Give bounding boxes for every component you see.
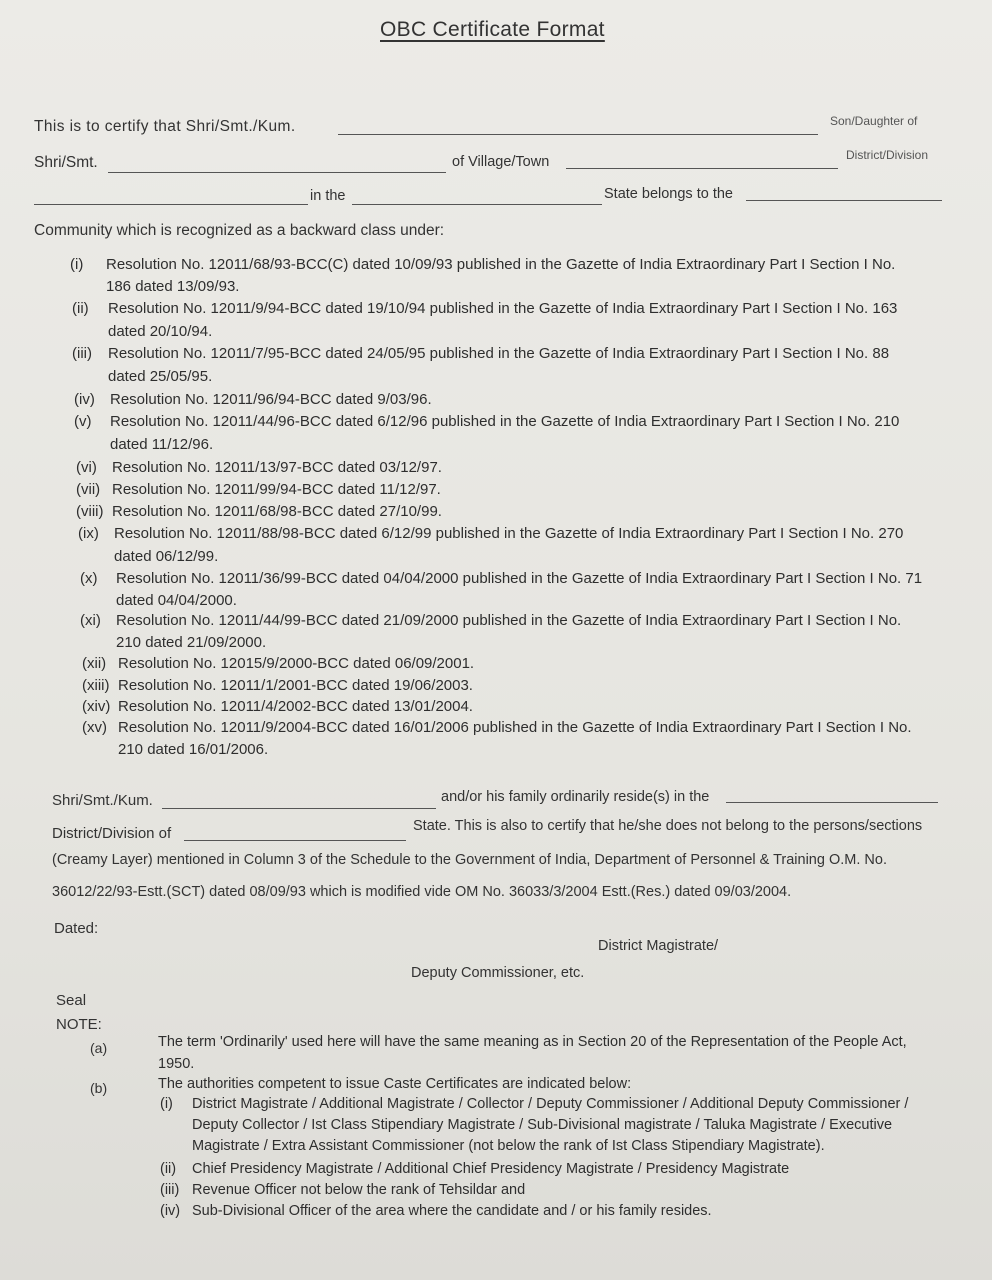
resolution-item [80, 568, 960, 590]
resolution-number: (xiv) [82, 698, 111, 715]
residence-l1-prefix: Shri/Smt./Kum. [52, 792, 153, 809]
resolution-continuation: 210 dated 21/09/2000. [116, 634, 267, 651]
community-blank[interactable] [746, 200, 942, 201]
resolution-continuation: 186 dated 13/09/93. [106, 278, 240, 295]
resolution-text: Resolution No. 12011/96/94-BCC dated 9/03/96. [110, 391, 432, 408]
resolution-item [78, 523, 958, 545]
seal-label: Seal [56, 992, 87, 1009]
authority-number: (i) [160, 1096, 173, 1112]
resolution-number: (xi) [80, 612, 101, 629]
resolution-item [82, 696, 962, 718]
resolution-number: (iii) [72, 345, 92, 362]
resolution-text: Resolution No. 12011/4/2002-BCC dated 13/01/2004. [118, 698, 473, 715]
resolution-text: Resolution No. 12011/9/2004-BCC dated 16/01/2006 published in the Gazette of India Extraordinary Part I Section I No. [118, 719, 912, 736]
resolution-item [74, 411, 954, 433]
resolution-text: Resolution No. 12011/36/99-BCC dated 04/04/2000 published in the Gazette of India Extraordinary Part I Section I No. 71 [116, 570, 923, 587]
resolution-number: (v) [74, 413, 92, 430]
resolution-text: Resolution No. 12011/44/96-BCC dated 6/12/96 published in the Gazette of India Extraordinary Part I Section I No. 210 [110, 413, 900, 430]
resolution-number: (vi) [76, 459, 97, 476]
resolution-text: Resolution No. 12011/88/98-BCC dated 6/12/99 published in the Gazette of India Extraordinary Part I Section I No. 270 [114, 525, 904, 542]
residence-l3: (Creamy Layer) mentioned in Column 3 of the Schedule to the Government of India, Department of Personnel & Training O.M. No. [52, 852, 887, 868]
resolution-text: Resolution No. 12011/9/94-BCC dated 19/10/94 published in the Gazette of India Extraordinary Part I Section I No. 163 [108, 300, 898, 317]
resolution-text: Resolution No. 12011/44/99-BCC dated 21/09/2000 published in the Gazette of India Extraordinary Part I Section I No. [116, 612, 902, 629]
certify-line2-suffix: District/Division [846, 148, 929, 162]
resolution-item [72, 298, 952, 320]
note-a-line2: 1950. [158, 1056, 195, 1072]
residence-l2-suffix: State. This is also to certify that he/she does not belong to the persons/sections [413, 818, 923, 834]
note-a-marker: (a) [90, 1040, 108, 1056]
resolution-text: Resolution No. 12011/68/98-BCC dated 27/10/99. [112, 503, 442, 520]
resolution-item [70, 254, 950, 276]
resolution-number: (x) [80, 570, 98, 587]
note-a-line1: The term 'Ordinarily' used here will have the same meaning as in Section 20 of the Representation of the People Act, [158, 1034, 907, 1050]
district-blank[interactable] [34, 204, 308, 205]
authority-number: (ii) [160, 1161, 177, 1177]
signatory-line1: District Magistrate/ [598, 938, 719, 954]
note-b-marker: (b) [90, 1080, 108, 1096]
resolution-continuation: dated 04/04/2000. [116, 592, 237, 609]
resolution-text: Resolution No. 12011/1/2001-BCC dated 19/06/2003. [118, 677, 473, 694]
residence-l2-prefix: District/Division of [52, 825, 172, 842]
resolution-number: (vii) [76, 481, 101, 498]
resident-state-blank[interactable] [726, 802, 938, 803]
resolution-item [76, 501, 956, 523]
resolution-continuation: dated 25/05/95. [108, 368, 213, 385]
resolution-number: (xiii) [82, 677, 110, 694]
signatory-line2: Deputy Commissioner, etc. [411, 965, 585, 981]
name-blank[interactable] [338, 134, 818, 135]
resolution-text: Resolution No. 12011/7/95-BCC dated 24/05/95 published in the Gazette of India Extraordinary Part I Section I No. 88 [108, 345, 890, 362]
authority-line: Deputy Collector / Ist Class Stipendiary Magistrate / Sub-Divisional magistrate / Taluka Magistrate / Executive [192, 1117, 893, 1133]
resolution-number: (xii) [82, 655, 107, 672]
resolution-item [72, 343, 952, 365]
resolution-item [82, 717, 962, 739]
resolution-continuation: 210 dated 16/01/2006. [118, 741, 269, 758]
residence-l4: 36012/22/93-Estt.(SCT) dated 08/09/93 which is modified vide OM No. 36033/3/2004 Estt.(Res.) dated 09/03/2004. [52, 884, 792, 900]
resolution-continuation: dated 06/12/99. [114, 548, 219, 565]
residence-l1-mid: and/or his family ordinarily reside(s) in the [441, 789, 710, 805]
dated-label: Dated: [54, 920, 99, 937]
certify-line2-prefix: Shri/Smt. [34, 154, 98, 171]
village-blank[interactable] [566, 168, 838, 169]
parent-name-blank[interactable] [108, 172, 446, 173]
state-blank[interactable] [352, 204, 602, 205]
authority-number: (iii) [160, 1182, 180, 1198]
resolution-number: (i) [70, 256, 84, 273]
authority-number: (iv) [160, 1203, 181, 1219]
resolution-text: Resolution No. 12011/68/93-BCC(C) dated 10/09/93 published in the Gazette of India Extraordinary Part I Section I No. [106, 256, 896, 273]
resolution-item [82, 675, 962, 697]
certify-line1-prefix: This is to certify that Shri/Smt./Kum. [34, 118, 296, 135]
resolution-item [74, 389, 954, 411]
resident-name-blank[interactable] [162, 808, 436, 809]
resolution-number: (ii) [72, 300, 89, 317]
resolution-item [82, 653, 962, 675]
resolution-number: (viii) [76, 503, 104, 520]
resolution-continuation: dated 11/12/96. [110, 436, 214, 453]
resolution-item [76, 479, 956, 501]
resolution-text: Resolution No. 12011/99/94-BCC dated 11/12/97. [112, 481, 441, 498]
resolution-item [76, 457, 956, 479]
authority-line: Sub-Divisional Officer of the area where the candidate and / or his family resides. [192, 1203, 712, 1219]
resolution-continuation: dated 20/10/94. [108, 323, 213, 340]
certify-line2-mid: of Village/Town [452, 154, 550, 170]
resolution-number: (ix) [78, 525, 99, 542]
authority-line: Magistrate / Extra Assistant Commissioner (not below the rank of Ist Class Stipendiary Magistrate). [192, 1138, 825, 1154]
certify-line1-suffix: Son/Daughter of [830, 114, 918, 128]
certify-line3-suffix: State belongs to the [604, 186, 733, 202]
authority-line: Revenue Officer not below the rank of Tehsildar and [192, 1182, 526, 1198]
document-title: OBC Certificate Format [380, 18, 605, 41]
resolution-number: (iv) [74, 391, 95, 408]
resolution-number: (xv) [82, 719, 107, 736]
resolution-text: Resolution No. 12011/13/97-BCC dated 03/12/97. [112, 459, 442, 476]
authority-line: District Magistrate / Additional Magistrate / Collector / Deputy Commissioner / Additional Deputy Commissioner / [192, 1096, 909, 1112]
certify-line4: Community which is recognized as a backward class under: [34, 222, 445, 239]
note-b-intro: The authorities competent to issue Caste Certificates are indicated below: [158, 1076, 632, 1092]
note-label: NOTE: [56, 1016, 102, 1033]
resolution-item [80, 610, 960, 632]
resolution-text: Resolution No. 12015/9/2000-BCC dated 06/09/2001. [118, 655, 475, 672]
certify-line3-mid: in the [310, 188, 346, 204]
resident-district-blank[interactable] [184, 840, 406, 841]
authority-line: Chief Presidency Magistrate / Additional Chief Presidency Magistrate / Presidency Magistrate [192, 1161, 790, 1177]
